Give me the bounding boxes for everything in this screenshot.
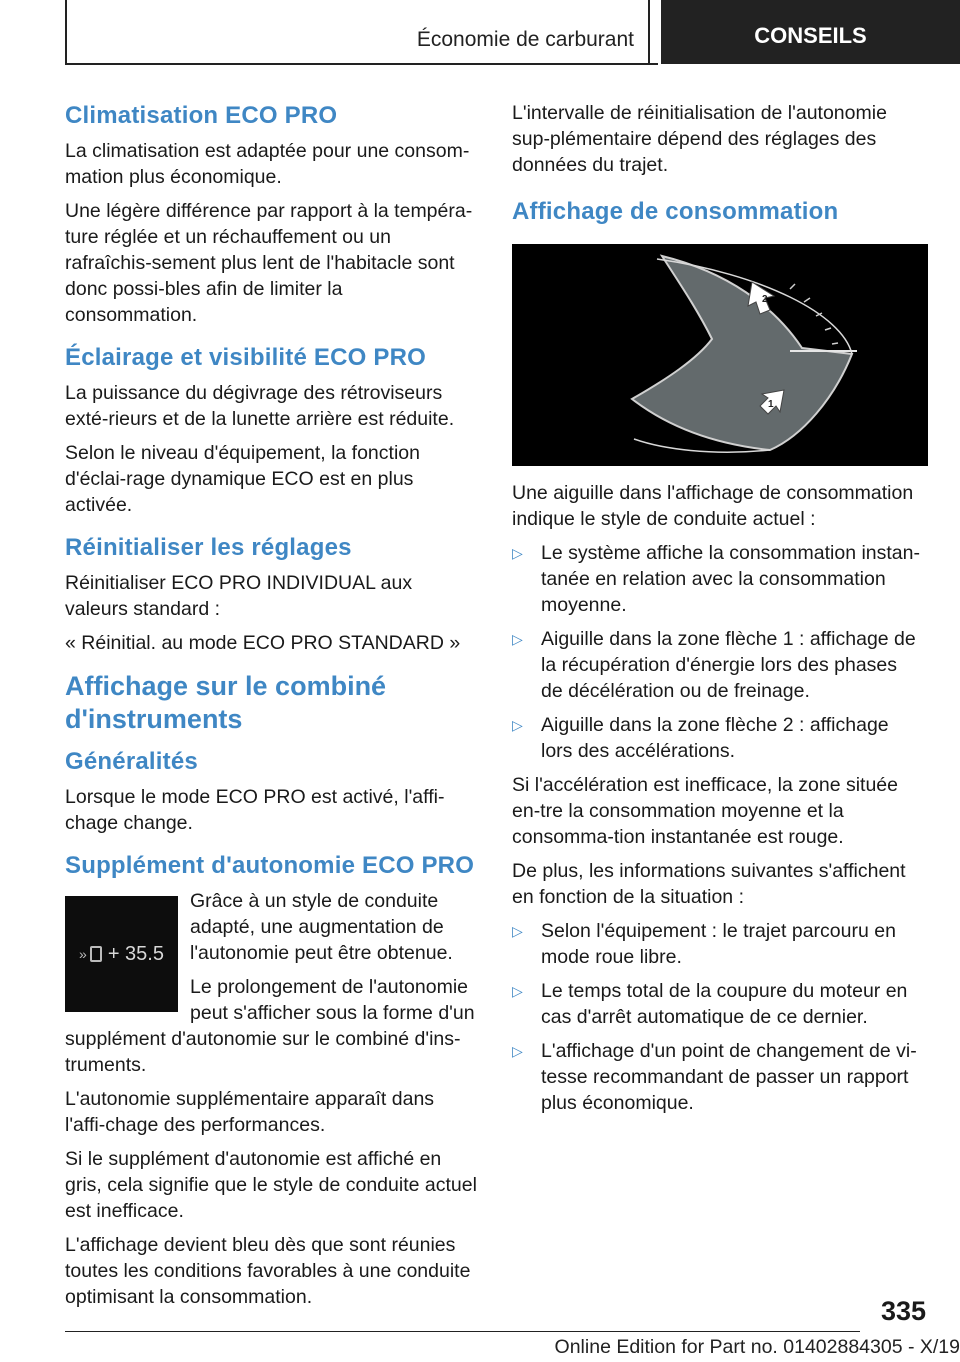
list-item-text: Selon l'équipement : le trajet parcouru en mode roue libre. [541, 920, 896, 968]
fuel-pump-icon [90, 946, 102, 962]
heading-generalites: Généralités [65, 748, 198, 775]
footer-edition: Online Edition for Part no. 01402884305 - X/19 [554, 1336, 960, 1358]
list-item [512, 918, 924, 970]
paragraph: « Réinitial. au mode ECO PRO STANDARD » [65, 632, 461, 654]
list-item [512, 712, 924, 764]
list-item [512, 540, 924, 618]
list-item-text: Aiguille dans la zone flèche 2 : affichage lors des accélérations. [541, 714, 889, 762]
paragraph: Une légère différence par rapport à la tempéra-ture réglée et un réchauffement ou un rafraîchis-sement plus lent de l'habitacle sont donc possi-bles afin de limiter la consommation. [65, 200, 473, 326]
paragraph: Si l'accélération est inefficace, la zone située en-tre la consommation moyenne et la consomma-tion instantanée est rouge. [512, 774, 899, 848]
paragraph: Lorsque le mode ECO PRO est activé, l'affi-chage change. [65, 786, 445, 834]
bullet-list-needle [512, 540, 924, 764]
heading-affichage-combine [65, 670, 477, 736]
paragraph: La puissance du dégivrage des rétroviseurs exté-rieurs et de la lunette arrière est réduite. [65, 382, 455, 430]
heading-supplement-autonomie: Supplément d'autonomie ECO PRO [65, 852, 475, 879]
consumption-gauge-image [512, 244, 928, 466]
bullet-triangle-icon: ▷ [512, 1043, 523, 1059]
right-column [512, 100, 924, 1124]
bullet-triangle-icon: ▷ [512, 545, 523, 561]
bullet-list-situation [512, 918, 924, 1116]
paragraph: Le prolongement de l'autonomie peut s'afficher sous la forme d'un supplément d'autonomie sur le combiné d'ins-truments. [65, 976, 475, 1076]
range-value: + 35.5 [107, 942, 164, 965]
paragraph: La climatisation est adaptée pour une consom-mation plus économique. [65, 140, 470, 188]
heading-climatisation: Climatisation ECO PRO [65, 102, 338, 129]
chevrons-icon: » [79, 946, 87, 962]
heading-line-2: d'instruments [65, 704, 243, 734]
heading-affichage-consommation: Affichage de consommation [512, 198, 839, 225]
left-column [65, 100, 477, 1318]
bullet-triangle-icon: ▷ [512, 983, 523, 999]
range-extension-display-image [65, 896, 178, 1012]
header-section-title: Économie de carburant [416, 28, 634, 51]
paragraph: Une aiguille dans l'affichage de consommation indique le style de conduite actuel : [512, 482, 914, 530]
header-chapter-tab [661, 0, 960, 64]
paragraph: L'autonomie supplémentaire apparaît dans l'affi-chage des performances. [65, 1088, 435, 1136]
paragraph: Réinitialiser ECO PRO INDIVIDUAL aux valeurs standard : [65, 572, 413, 620]
paragraph: Grâce à un style de conduite adapté, une augmentation de l'autonomie peut être obtenue. [190, 890, 453, 964]
list-item-text: Le temps total de la coupure du moteur en cas d'arrêt automatique de ce dernier. [541, 980, 908, 1028]
bullet-triangle-icon: ▷ [512, 923, 523, 939]
list-item [512, 626, 924, 704]
header-chapter-label: CONSEILS [754, 23, 867, 48]
list-item-text: Aiguille dans la zone flèche 1 : affichage de la récupération d'énergie lors des phases de décélération ou de freinage. [541, 628, 916, 702]
header-divider [648, 0, 650, 64]
gauge-label-2: 2 [762, 294, 768, 305]
paragraph: Si le supplément d'autonomie est affiché en gris, cela signifie que le style de conduite actuel est inefficace. [65, 1148, 477, 1222]
paragraph: L'intervalle de réinitialisation de l'autonomie sup-plémentaire dépend des réglages des données du trajet. [512, 102, 887, 176]
bullet-triangle-icon: ▷ [512, 717, 523, 733]
footer-rule [65, 1331, 860, 1332]
list-item-text: L'affichage d'un point de changement de vi-tesse recommandant de passer un rapport plus économique. [541, 1040, 917, 1114]
list-item [512, 978, 924, 1030]
heading-reinitialiser: Réinitialiser les réglages [65, 534, 352, 561]
list-item [512, 1038, 924, 1116]
list-item-text: Le système affiche la consommation instan-tanée en relation avec la consommation moyenne. [541, 542, 920, 616]
paragraph: L'affichage devient bleu dès que sont réunies toutes les conditions favorables à une conduite optimisant la consommation. [65, 1234, 471, 1308]
header-rule-bottom [65, 63, 658, 65]
paragraph: De plus, les informations suivantes s'affichent en fonction de la situation : [512, 860, 906, 908]
gauge-label-1: 1 [768, 399, 774, 410]
bullet-triangle-icon: ▷ [512, 631, 523, 647]
page-number: 335 [880, 1296, 926, 1326]
heading-line-1: Affichage sur le combiné [65, 671, 387, 701]
heading-eclairage: Éclairage et visibilité ECO PRO [65, 344, 426, 371]
paragraph: Selon le niveau d'équipement, la fonction d'éclai-rage dynamique ECO est en plus activée. [65, 442, 420, 516]
